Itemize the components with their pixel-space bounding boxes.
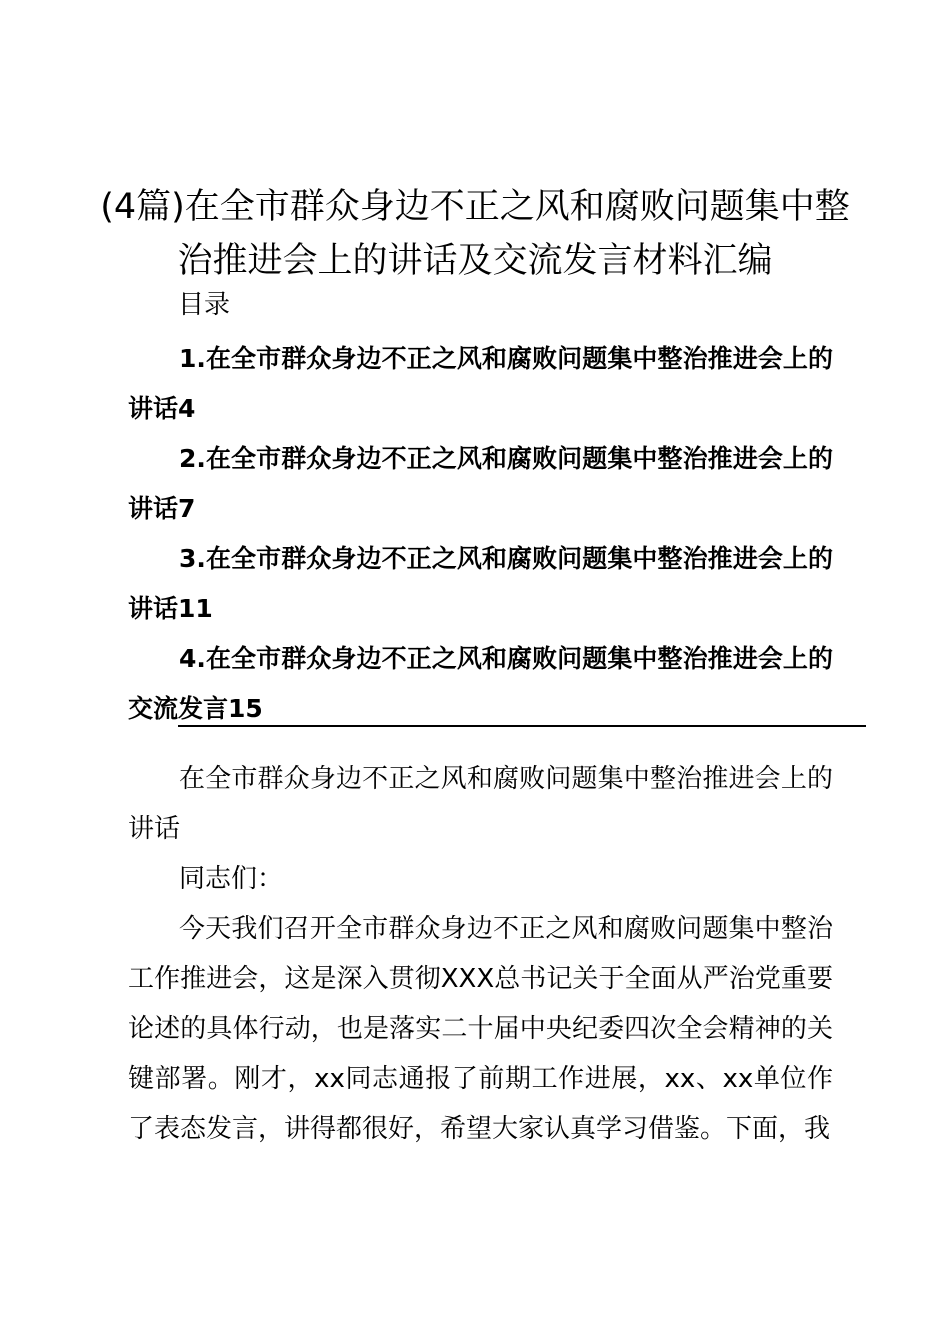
toc-heading: 目录 <box>178 290 231 320</box>
toc-item[interactable]: 3.在全市群众身边不正之风和腐败问题集中整治推进会上的讲话11 <box>128 544 833 623</box>
body-paragraph: 今天我们召开全市群众身边不正之风和腐败问题集中整治工作推进会，这是深入贯彻XXX总书记关于全面从严治党重要论述的具体行动，也是落实二十届中央纪委四次全会精神的关键部署。刚才，xx同志通报了前期工作进展，xx、xx单位作了表态发言，讲得都很好，希望大家认真学习借鉴。下面，我 <box>128 914 833 1144</box>
salutation: 同志们： <box>179 864 284 894</box>
divider <box>178 725 866 727</box>
toc-item[interactable]: 1.在全市群众身边不正之风和腐败问题集中整治推进会上的讲话4 <box>128 344 833 423</box>
document-title: (4篇)在全市群众身边不正之风和腐败问题集中整治推进会上的讲话及交流发言材料汇编 <box>100 187 850 281</box>
toc-item[interactable]: 2.在全市群众身边不正之风和腐败问题集中整治推进会上的讲话7 <box>128 444 833 523</box>
table-of-contents <box>128 334 833 734</box>
toc-item[interactable]: 4.在全市群众身边不正之风和腐败问题集中整治推进会上的交流发言15 <box>128 644 833 723</box>
speech-title: 在全市群众身边不正之风和腐败问题集中整治推进会上的讲话 <box>128 764 833 844</box>
